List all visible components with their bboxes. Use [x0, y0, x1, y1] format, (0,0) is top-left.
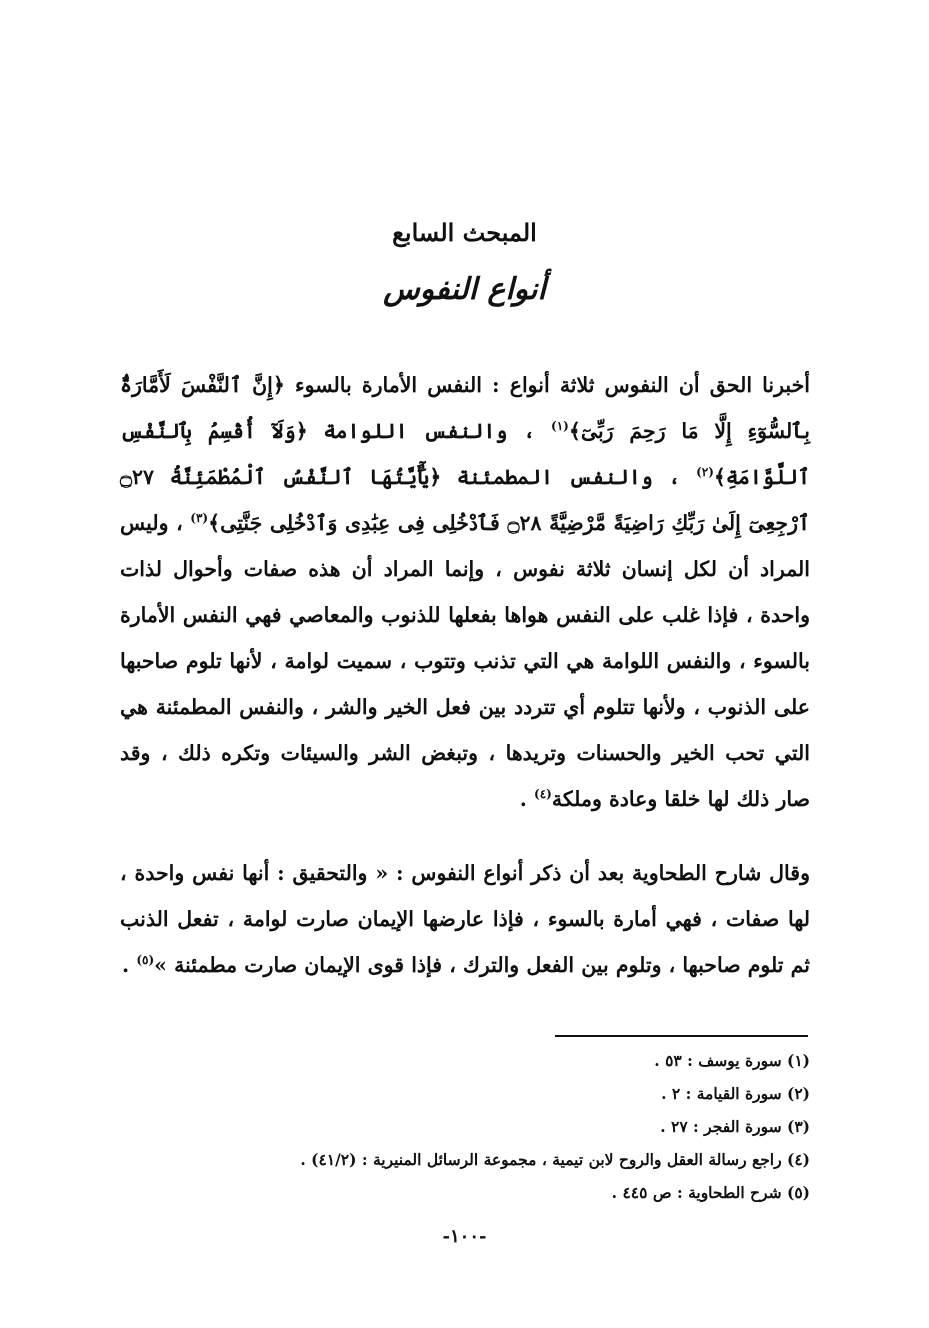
footnote-2: (٢) سورة القيامة : ٢ . [661, 1084, 810, 1103]
footnote-ref-4: (٤) [534, 787, 552, 802]
footnotes [200, 1044, 810, 1209]
footnote-4: (٤) راجع رسالة العقل والروح لابن تيمية ، مجموعة الرسائل المنيرية : (٤١/٢) . [300, 1150, 810, 1169]
footnote-3: (٣) سورة الفجر : ٢٧ . [660, 1117, 810, 1136]
footnote-ref-1: (١) [551, 419, 569, 434]
paragraph-text: . [122, 953, 137, 977]
paragraph-text: ، والنفس اللوامة [307, 419, 552, 443]
quran-verse-yusuf: ﴿إِنَّ ٱلنَّفْسَ لَأَمَّارَةٌۢ بِٱلسُّوٓءِ إِلَّا مَا رَحِمَ رَبِّىٓ﴾ [120, 373, 810, 443]
footnote-ref-5: (٥) [136, 953, 155, 968]
paragraph-tahawiyya-quote [120, 850, 810, 988]
footnote-ref-3: (٣) [190, 511, 209, 526]
paragraph-types-of-souls [120, 362, 810, 822]
paragraph-text: ، والنفس المطمئنة [441, 465, 697, 489]
paragraph-text: ، وليس المراد أن لكل إنسان ثلاثة نفوس ، وإنما المراد أن هذه صفات وأحوال لذات واحدة ، فإذا غلب على النفس هواها بفعلها للذنوب والمعاصي فهي النفس الأمارة بالسوء ، والنفس اللوامة هي التي تذنب وتتوب ، سميت لوامة ، لأنها تلوم صاحبها على الذنوب ، ولأنها تتلوم أي تتردد بين فعل الخير والشر ، والنفس المطمئنة هي التي تحب الخير والحسنات وتريدها ، وتبغض الشر والسيئات وتكره ذلك ، وقد صار ذلك لها خلقا وعادة وملكة [120, 511, 810, 811]
quran-verse-qiyamah: ﴿وَلَآ أُقْسِمُ بِٱلنَّفْسِ ٱللَّوَّامَةِ﴾ [120, 419, 810, 489]
paragraph-text: . [519, 787, 535, 811]
footnote-ref-2: (٢) [696, 465, 714, 480]
paragraph-text: وقال شارح الطحاوية بعد أن ذكر أنواع النفوس : « والتحقيق : أنها نفس واحدة ، لها صفات ، فهي أمارة بالسوء ، فإذا عارضها الإيمان صارت لوامة ، تفعل الذنب ثم تلوم صاحبها ، وتلوم بين الفعل والترك ، فإذا قوى الإيمان صارت مطمئنة » [120, 861, 810, 977]
paragraph-text: أخبرنا الحق أن النفوس ثلاثة أنواع : النفس الأمارة بالسوء [284, 373, 810, 397]
footnote-divider [555, 1035, 808, 1037]
section-heading: المبحث السابع [392, 218, 537, 247]
page-number: -١٠٠- [442, 1226, 487, 1247]
footnote-5: (٥) شرح الطحاوية : ص ٤٤٥ . [611, 1183, 810, 1202]
section-title: أنواع النفوس [383, 272, 546, 307]
quran-verse-fajr: ﴿يَٰٓأَيَّتُهَا ٱلنَّفْسُ ٱلْمُطْمَئِنَّةُ ۝٢٧ ٱرْجِعِىٓ إِلَىٰ رَبِّكِ رَاضِيَةً مَّرْضِيَّةً ۝٢٨ فَٱدْخُلِى فِى عِبَٰدِى وَٱدْخُلِى جَنَّتِى﴾ [120, 465, 810, 535]
footnote-1: (١) سورة يوسف : ٥٣ . [654, 1051, 810, 1070]
